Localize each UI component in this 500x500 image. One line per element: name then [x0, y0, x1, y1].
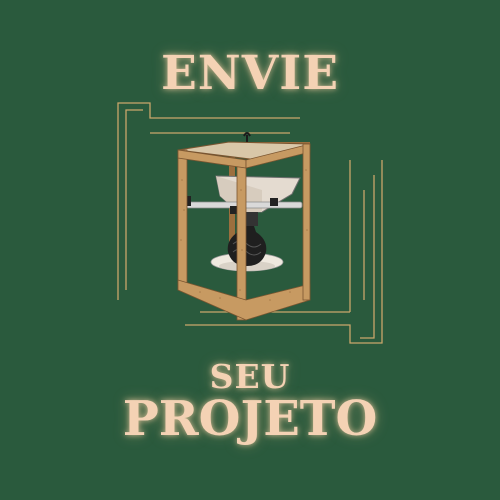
headline-seu: SEU [209, 357, 291, 396]
headline-projeto: PROJETO [122, 391, 378, 447]
box-front-frame [178, 144, 310, 320]
display-box-illustration [178, 133, 310, 320]
headline-envie: ENVIE [160, 46, 340, 101]
